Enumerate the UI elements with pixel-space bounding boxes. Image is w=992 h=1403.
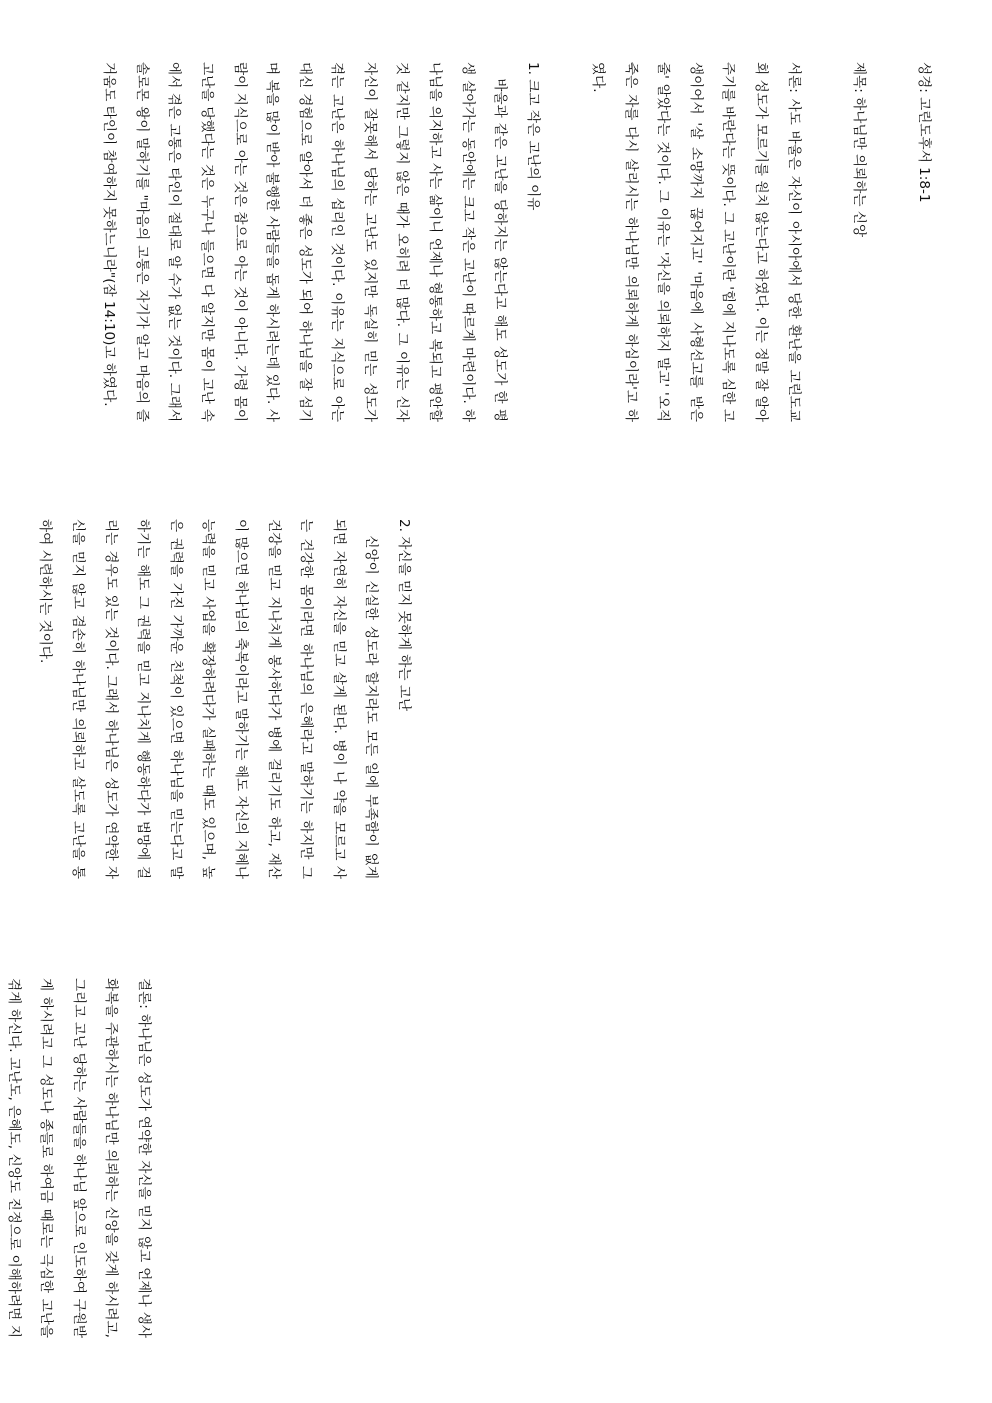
conclusion-paragraph: 결론: 하나님은 성도가 연약한 자신을 믿지 않고 언제나 생사화복을 주관하시는 하나님만 의뢰하는 신앙을 갖게 하시려고, 그리고 고난 당하는 사람들을 하나님 앞으로 인도하여 구원받게 하시려고 그 성도나 종들로 하여금 때로는 극심한 고난을 겪게 하신다. 고난도, 은혜도, 신앙도 진정으로 이해하려면 지 — [5, 978, 152, 1338]
section-2-body: 신앙이 신실한 성도라 할지라도 모든 일에 부족함이 없게 되면 자연히 자신을 믿고 살게 된다. 병이 나 약을 모르고 사는 건강한 몸이라면 하나님의 은혜라고 말하기는 하지만 그 건강을 믿고 지나치게 봉사하다가 병에 걸리기도 하고, 재산이 많으면 하나님의 축복이라고 말하기는 해도 자신의 지혜나 능력을 믿고 사업을 확장하려다가 실패하는 때도 있으며, 높은 권력을 가진 가까운 친척이 있으면 하나님을 믿는다고 말하기는 해도 그 권력을 믿고 지나치게 행동하다가 법망에 걸리는 경우도 있는 것이다. 그래서 하나님은 성도가 연약한 자신을 믿지 않고 겸손히 하나님만 의뢰하고 살도록 고난을 통하여 시련하시는 것이다. — [37, 519, 380, 879]
section-1-body: 바울과 같은 고난을 당하지는 않는다고 해도 성도가 한 평생 살아가는 동안에는 크고 작은 고난이 따르게 마련이다. 하나님을 의지하고 사는 삶이니 언제나 형통하고 복되고 평안할 것 같지만 그렇지 않은 때가 오히려 더 많다. 그 이유는 신자 자신이 잘못해서 당하는 고난도 있지만 독실히 믿는 성도가 겪는 고난은 하나님의 섭리인 것이다. 이유는 지식으로 아는 대신 경험으로 알아서 더 좋은 성도가 되어 하나님을 잘 섬기며 복을 많이 받아 불행한 사람들을 돕게 하시려는데 있다. 사람이 지식으로 아는 것은 참으로 아는 것이 아니다. 가령 몸이 고난을 당했다는 것은 누구나 들으면 다 알지만 몸이 고난 속에서 겪은 고통은 타인이 절대로 알 수가 없는 것이다. 그래서 솔로몬 왕이 말하기를 "마음의 고통은 자기가 알고 마음의 즐거움도 타인이 참여하지 못하느니라"(잠 14:10)고 하였다. — [101, 62, 509, 422]
introduction-paragraph: 서론: 사도 바울은 자신이 아시아에서 당한 환난을 고린도교회 성도가 모르기를 원치 않는다고 하였다. 이는 정말 잘 알아주기를 바란다는 뜻이다. 그 고난이란 '힘에 지나도록 심한 고생이어서 '살 소망까지 끊어지고' '마음에 사형선고를 받은 줄' 알았다는 것이다. 그 이유는 '자신을 의뢰하지 말고' '오직 죽은 자를 다시 살리시는 하나님만 의뢰하게 하심이라'고 하였다. — [590, 62, 802, 422]
column-left — [93, 62, 940, 422]
column-middle — [0, 519, 940, 879]
scripture-reference: 성경: 고린도후서 1:8-1 — [916, 62, 932, 203]
section-2-heading: 2. 자신을 믿지 못하게 하는 고난 — [396, 519, 412, 712]
sermon-title: 제목: 하나님만 의뢰하는 신앙 — [850, 62, 867, 238]
section-1-heading: 1. 크고 작은 고난의 이유 — [524, 62, 541, 211]
column-right — [0, 978, 940, 1338]
